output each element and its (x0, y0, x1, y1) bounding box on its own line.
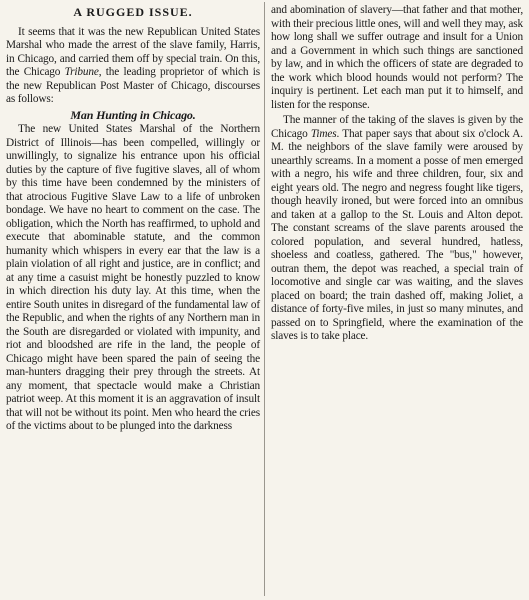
quoted-paragraph: The new United States Marshal of the Northern District of Illinois—has been compelled, willingly or unwillingly, to signalize his entrance upon his official duties by the capture of five fugitive slaves, all of whom by this time have been condemned by the ministers of that atrocious Fugitive Slave Law to a life of unbroken bondage. We have no heart to comment on the case. The obligation, which the North has reaffirmed, to uphold and execute that abominable statute, and the common humanity which whispers in every ear that the law is a plain violation of all right and justice, are in conflict; and at any time a casuist might be honestly puzzled to know in which direction his duty lay. At this time, when the entire South unites in disregard of the fundamental law of the Republic, and when the rights of any Northern man in the South are disregarded or violated with impunity, and riot and bloodshed are rife in the land, the people of Chicago might have been spared the pain of seeing the man-hunters dragging their prey through the streets. At any moment, that spectacle would make a Christian patriot weep. At this moment it is an aggravation of insult that will not be without its point. Men who heard the cries of the victims about to be plunged into the darkness (6, 123, 260, 432)
intro-text-start: It seems that it was the new Republican United States Marshal who made the arrest of the slave family, Harris, in Chicago, and carried them off by special train. On this, the Chicago (6, 25, 260, 78)
intro-text-end: , the leading proprietor of which is the new Republican Post Master of Chicago, discourses as follows: (6, 66, 260, 105)
intro-paragraph (6, 26, 260, 107)
left-column (6, 4, 260, 434)
quoted-paragraph-continued: and abomination of slavery—that father and that mother, with their precious little ones, will and well they may, ask how long shall we suffer outrage and insult for a Union and a Government in which such things are sanctioned by law, and in which the officers of state are degraded to the work which blood hounds would not perform? The inquiry is pertinent. Let each man put it to himself, and listen for the response. (271, 4, 523, 111)
quoted-subhead: Man Hunting in Chicago. (70, 107, 196, 122)
times-text-end: . That paper says that about six o'clock A. M. the neighbors of the slave family were aroused by unearthly screams. In a moment a posse of men emerged with a negro, his wife and three children, four, six and eight years old. The negro and negress fought like tigers, though heavily ironed, but were forced into an omnibus and taken at a gallop to the St. Louis and Alton depot. The constant screams of the slave parents aroused the colored population, and several hundred, hatless, shoeless and coatless, gathered. The "bus," however, outran them, the depot was reached, a special train of locomotive and single car was waiting, and the slaves placed on board; the train dashed off, making Joliet, a distance of forty-five miles, in just so many minutes, and passed on to Springfield, where the examination of the slaves is to take place. (271, 127, 523, 342)
right-column (271, 4, 523, 344)
tribune-name: Tribune (64, 66, 99, 78)
times-paragraph (271, 114, 523, 344)
times-text-start: The manner of the taking of the slaves is given by the Chicago (271, 114, 523, 140)
article-headline: A RUGGED ISSUE. (73, 5, 193, 19)
column-divider (264, 2, 265, 596)
times-name: Times (310, 127, 337, 140)
